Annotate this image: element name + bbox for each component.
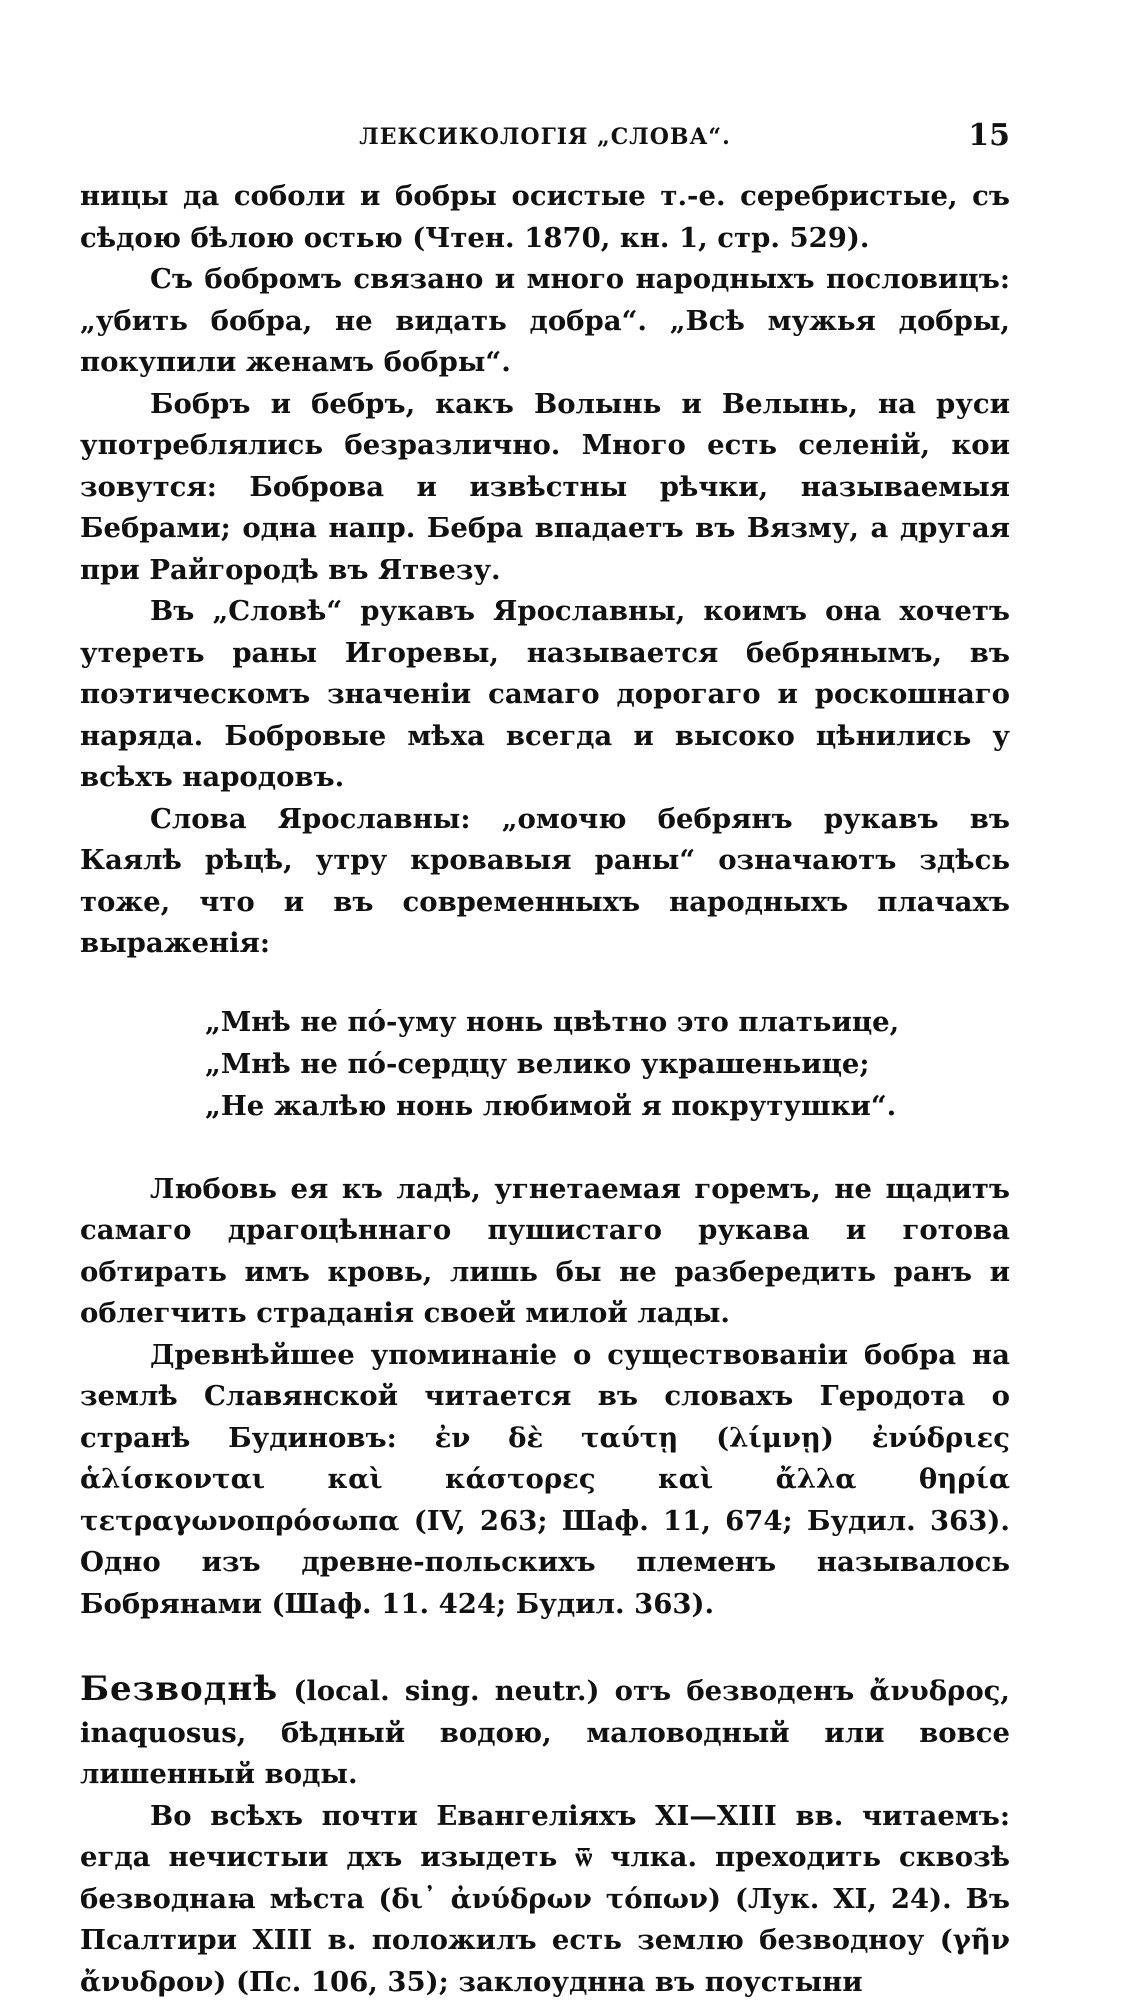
page: [80, 118, 1010, 2003]
paragraph-4: Въ „Словѣ“ рукавъ Ярославны, коимъ она хочетъ утереть раны Игоревы, называется бебрянымъ, въ поэтическомъ значеніи самаго дорогаго и роскошнаго наряда. Бобровые мѣха всегда и высоко цѣнились у всѣхъ народовъ.: [80, 591, 1010, 799]
page-number: 15: [968, 118, 1010, 153]
paragraph-6: Любовь ея къ ладѣ, угнетаемая горемъ, не щадитъ самаго драгоцѣннаго пушистаго рукава и готова обтирать имъ кровь, лишь бы не разбередить ранъ и облегчить страданія своей милой лады.: [80, 1169, 1010, 1335]
page-header: [80, 118, 1010, 158]
paragraph-3: Бобръ и бебръ, какъ Волынь и Велынь, на руси употреблялись безразлично. Много есть селеній, кои зовутся: Боброва и извѣстны рѣчки, называемыя Бебрами; одна напр. Бебра впадаетъ въ Вязму, а другая при Райгородѣ въ Ятвезу.: [80, 384, 1010, 592]
verse-line-2: „Мнѣ не по́-сердцу велико украшеньице;: [205, 1043, 1010, 1085]
folk-verse: [205, 1001, 1010, 1127]
dictionary-entry: [80, 1669, 1010, 1796]
entry-headword: Безводнѣ: [80, 1669, 278, 1709]
paragraph-5: Слова Ярославны: „омочю бебрянъ рукавъ въ Каялѣ рѣцѣ, утру кровавыя раны“ означаютъ здѣсь тоже, что и въ современныхъ народныхъ плачахъ выраженія:: [80, 799, 1010, 965]
paragraph-2: Съ бобромъ связано и много народныхъ пословицъ: „убить бобра, не видать добра“. „Всѣ мужья добры, покупили женамъ бобры“.: [80, 259, 1010, 384]
verse-line-1: „Мнѣ не по́-уму нонь цвѣтно это платьице,: [205, 1001, 1010, 1043]
verse-line-3: „Не жалѣю нонь любимой я покрутушки“.: [205, 1085, 1010, 1127]
paragraph-9: Во всѣхъ почти Евангеліяхъ XI—XIII вв. читаемъ: егда нечистыи дхъ изыдеть ѿ члка. преходить сквозѣ безводнаꙗ мѣста (δι᾽ ἀνύδρων τόπων) (Лук. XI, 24). Въ Псалтири XIII в. положилъ есть землю безводноу (γῆν ἄνυδρον) (Пс. 106, 35); заклоуднна въ поустыни: [80, 1796, 1010, 2003]
entry-definition: (local. sing. neutr.) отъ безводенъ ἄνυδρος, inaquosus, бѣдный водою, маловодный или вовсе лишенный воды.: [80, 1675, 1010, 1790]
paragraph-1: ницы да соболи и бобры осистые т.-е. серебристые, съ сѣдою бѣлою остью (Чтен. 1870, кн. 1, стр. 529).: [80, 176, 1010, 259]
running-title: ЛЕКСИКОЛОГІЯ „СЛОВА“.: [80, 124, 1010, 150]
paragraph-7: Древнѣйшее упоминаніе о существованіи бобра на землѣ Славянской читается въ словахъ Геродота о странѣ Будиновъ: ἐν δὲ ταύτῃ (λίμνῃ) ἐνύδριες ἁλίσκονται καὶ κάστορες καὶ ἄλλα θηρία τετραγωνοπρόσωπα (IV, 263; Шаф. 11, 674; Будил. 363). Одно изъ древне-польскихъ племенъ называлось Бобрянами (Шаф. 11. 424; Будил. 363).: [80, 1335, 1010, 1626]
